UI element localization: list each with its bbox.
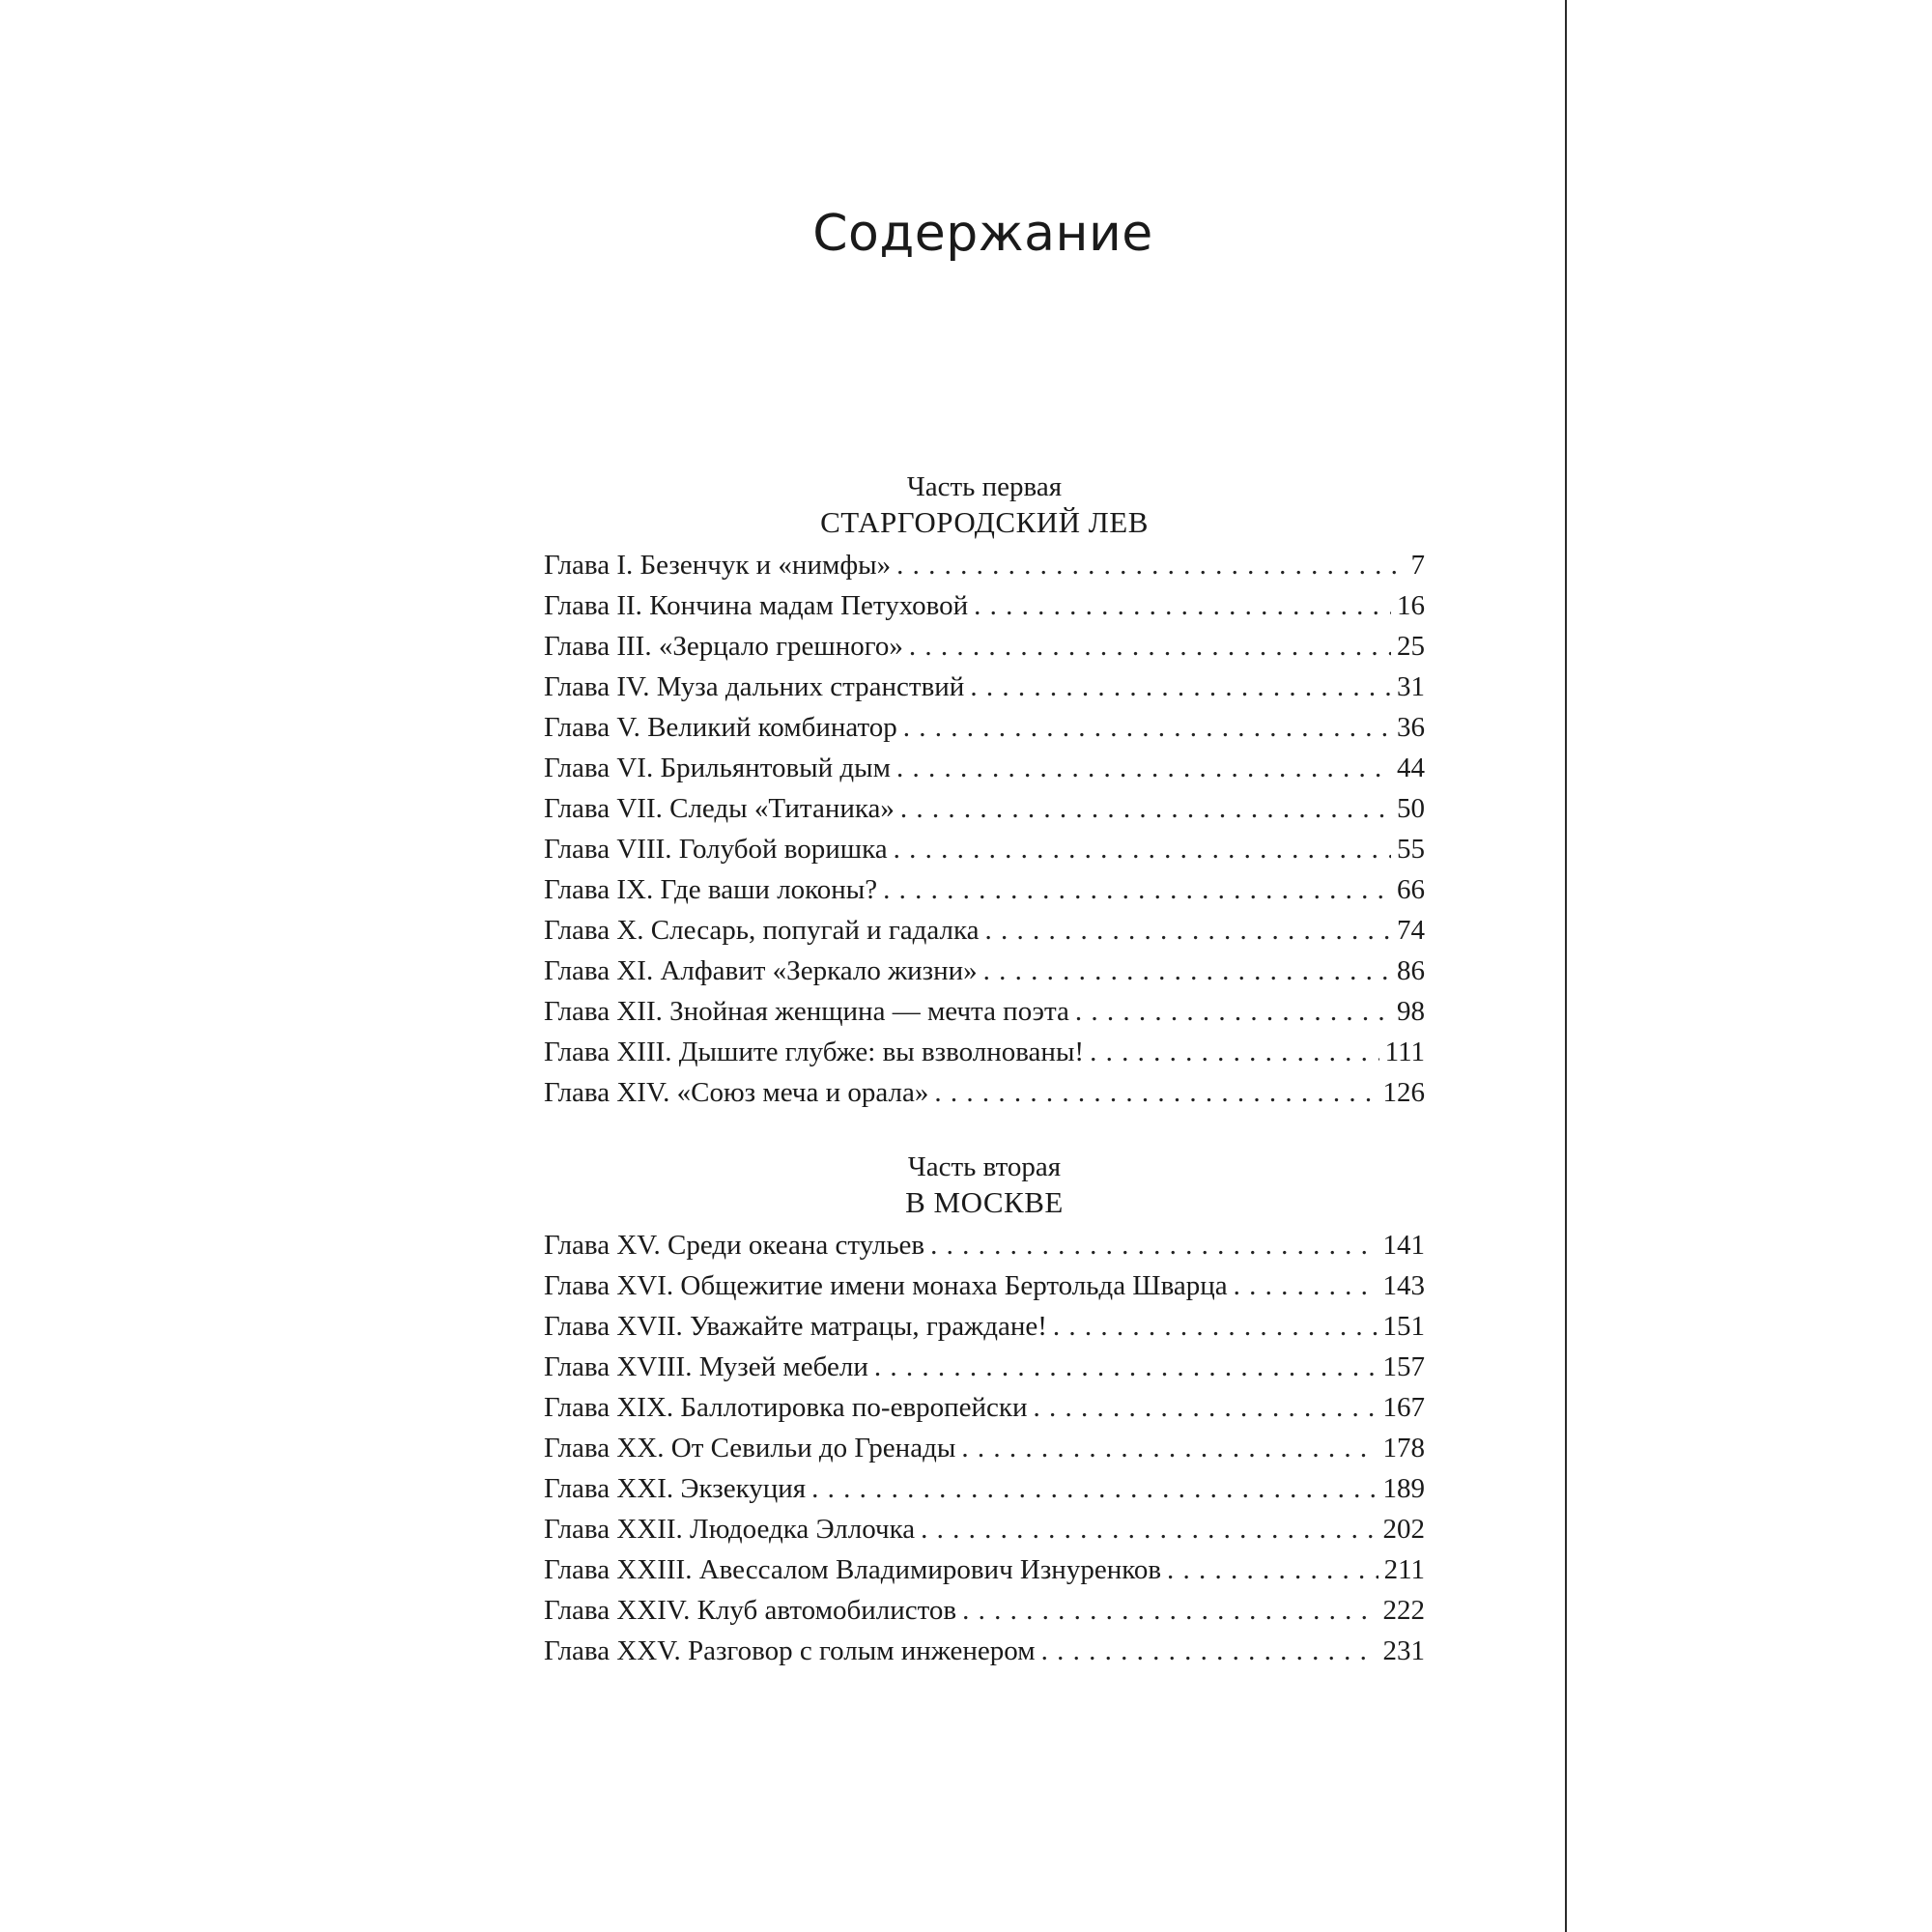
- page-number: 222: [1382, 1595, 1425, 1626]
- dot-leader: [894, 829, 1391, 869]
- chapter-title: Глава XVII. Уважайте матрацы, граждане!: [544, 1311, 1047, 1342]
- dot-leader: [883, 869, 1391, 910]
- chapter-title: Глава I. Безенчук и «нимфы»: [544, 550, 892, 581]
- chapter-title: Глава IV. Муза дальних странствий: [544, 671, 965, 702]
- chapter-title: Глава XXI. Экзекуция: [544, 1473, 807, 1504]
- part-heading: [544, 1150, 1425, 1221]
- part-label: Часть первая: [906, 471, 1063, 502]
- chapter-title: Глава IX. Где ваши локоны?: [544, 874, 878, 905]
- toc-entry[interactable]: [544, 626, 1425, 667]
- toc-entry[interactable]: [544, 951, 1425, 991]
- toc-entry[interactable]: [544, 1387, 1425, 1428]
- chapter-title: Глава XIX. Баллотировка по-европейски: [544, 1392, 1028, 1423]
- page-title: Содержание: [812, 205, 1153, 263]
- dot-leader: [985, 910, 1391, 951]
- page-number: 141: [1382, 1230, 1425, 1261]
- toc-entry[interactable]: [544, 788, 1425, 829]
- dot-leader: [930, 1225, 1377, 1265]
- chapter-title: Глава XXIII. Авессалом Владимирович Изнуренков: [544, 1554, 1162, 1585]
- page-number: 143: [1382, 1270, 1425, 1301]
- toc-entry[interactable]: [544, 1428, 1425, 1468]
- dot-leader: [934, 1072, 1377, 1113]
- dot-leader: [974, 585, 1391, 626]
- page-number: 44: [1397, 753, 1425, 783]
- toc-entry[interactable]: [544, 585, 1425, 626]
- toc-entry[interactable]: [544, 1631, 1425, 1671]
- part-label: Часть вторая: [907, 1151, 1062, 1182]
- dot-leader: [921, 1509, 1377, 1549]
- toc-part-1: [544, 469, 1425, 1113]
- toc-part-2: [544, 1150, 1425, 1671]
- page-number: 50: [1397, 793, 1425, 824]
- chapter-title: Глава XVI. Общежитие имени монаха Бертольда Шварца: [544, 1270, 1228, 1301]
- toc-entry[interactable]: [544, 1590, 1425, 1631]
- toc-entry[interactable]: [544, 1072, 1425, 1113]
- toc-entry[interactable]: [544, 1347, 1425, 1387]
- toc-entry[interactable]: [544, 910, 1425, 951]
- chapter-title: Глава XII. Знойная женщина — мечта поэта: [544, 996, 1069, 1027]
- dot-leader: [811, 1468, 1377, 1509]
- toc-entry[interactable]: [544, 748, 1425, 788]
- toc-entry[interactable]: [544, 829, 1425, 869]
- page-number: 74: [1397, 915, 1425, 946]
- toc-entry[interactable]: [544, 1032, 1425, 1072]
- toc-entry[interactable]: [544, 1509, 1425, 1549]
- chapter-title: Глава XXII. Людоедка Эллочка: [544, 1514, 916, 1545]
- toc-entry[interactable]: [544, 667, 1425, 707]
- chapter-title: Глава XV. Среди океана стульев: [544, 1230, 925, 1261]
- chapter-title: Глава VIII. Голубой воришка: [544, 834, 888, 865]
- dot-leader: [1034, 1387, 1378, 1428]
- page-number: 7: [1410, 550, 1425, 581]
- dot-leader: [874, 1347, 1378, 1387]
- page-edge-line: [1565, 0, 1567, 1932]
- chapter-title: Глава XXV. Разговор с голым инженером: [544, 1635, 1036, 1666]
- page-number: 167: [1382, 1392, 1425, 1423]
- chapter-title: Глава III. «Зерцало грешного»: [544, 631, 903, 662]
- toc-entry[interactable]: [544, 1549, 1425, 1590]
- dot-leader: [896, 545, 1405, 585]
- dot-leader: [1234, 1265, 1378, 1306]
- dot-leader: [903, 707, 1391, 748]
- part-name: В МОСКВЕ: [905, 1185, 1064, 1219]
- part-name: СТАРГОРОДСКИЙ ЛЕВ: [820, 505, 1149, 539]
- dot-leader: [983, 951, 1391, 991]
- chapter-title: Глава X. Слесарь, попугай и гадалка: [544, 915, 980, 946]
- page-number: 126: [1382, 1077, 1425, 1108]
- page-number: 157: [1382, 1351, 1425, 1382]
- toc-entry[interactable]: [544, 707, 1425, 748]
- page-number: 178: [1382, 1433, 1425, 1463]
- dot-leader: [961, 1428, 1377, 1468]
- chapter-title: Глава VII. Следы «Титаника»: [544, 793, 895, 824]
- page-number: 66: [1397, 874, 1425, 905]
- page-number: 211: [1383, 1554, 1425, 1585]
- toc-entry[interactable]: [544, 1225, 1425, 1265]
- chapter-title: Глава XX. От Севильи до Гренады: [544, 1433, 956, 1463]
- chapter-title: Глава XI. Алфавит «Зеркало жизни»: [544, 955, 978, 986]
- chapter-title: Глава II. Кончина мадам Петуховой: [544, 590, 969, 621]
- page-number: 31: [1397, 671, 1425, 702]
- toc-entry[interactable]: [544, 1265, 1425, 1306]
- chapter-title: Глава XIV. «Союз меча и орала»: [544, 1077, 929, 1108]
- chapter-title: Глава VI. Брильянтовый дым: [544, 753, 892, 783]
- dot-leader: [1167, 1549, 1378, 1590]
- page-number: 231: [1382, 1635, 1425, 1666]
- chapter-title: Глава V. Великий комбинатор: [544, 712, 897, 743]
- page-number: 151: [1382, 1311, 1425, 1342]
- page-number: 111: [1384, 1037, 1425, 1067]
- page-number: 98: [1397, 996, 1425, 1027]
- chapter-title: Глава XXIV. Клуб автомобилистов: [544, 1595, 957, 1626]
- toc-entry[interactable]: [544, 991, 1425, 1032]
- dot-leader: [1041, 1631, 1378, 1671]
- page-number: 16: [1397, 590, 1425, 621]
- page-number: 25: [1397, 631, 1425, 662]
- part-heading: [544, 469, 1425, 541]
- chapter-title: Глава XIII. Дышите глубже: вы взволнованы!: [544, 1037, 1085, 1067]
- chapter-title: Глава XVIII. Музей мебели: [544, 1351, 868, 1382]
- dot-leader: [909, 626, 1391, 667]
- toc-entry[interactable]: [544, 1468, 1425, 1509]
- page-number: 36: [1397, 712, 1425, 743]
- dot-leader: [900, 788, 1391, 829]
- page-number: 202: [1382, 1514, 1425, 1545]
- dot-leader: [970, 667, 1391, 707]
- toc-entry[interactable]: [544, 1306, 1425, 1347]
- dot-leader: [1053, 1306, 1378, 1347]
- toc-entry[interactable]: [544, 869, 1425, 910]
- page-number: 86: [1397, 955, 1425, 986]
- dot-leader: [1075, 991, 1391, 1032]
- page-number: 55: [1397, 834, 1425, 865]
- dot-leader: [1090, 1032, 1379, 1072]
- page-number: 189: [1382, 1473, 1425, 1504]
- toc-entry[interactable]: [544, 545, 1425, 585]
- dot-leader: [896, 748, 1391, 788]
- dot-leader: [962, 1590, 1377, 1631]
